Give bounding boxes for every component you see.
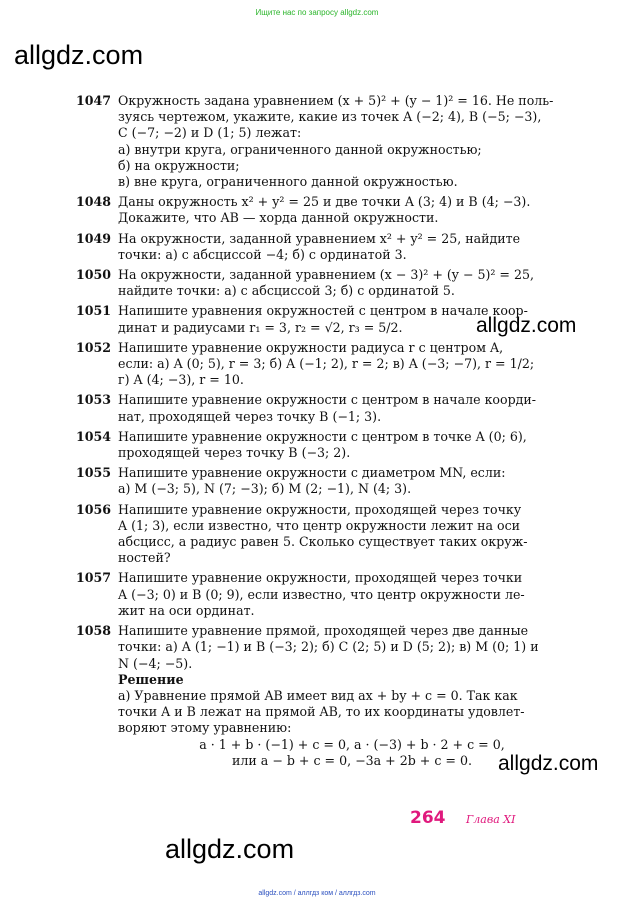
problem-list [76, 93, 586, 773]
text-line: Напишите уравнение окружности, проходящей через точку [118, 501, 522, 517]
text-line: б) на окружности; [118, 157, 240, 173]
problem-number: 1049 [76, 230, 112, 246]
text-line: C (−7; −2) и D (1; 5) лежат: [118, 125, 302, 141]
problem-number: 1050 [76, 267, 112, 283]
solution-title: Решение [118, 671, 184, 687]
problem-text [118, 194, 586, 226]
problem-1055 [76, 465, 586, 497]
problem-1056 [76, 502, 586, 567]
chapter-label: Глава XI [466, 813, 516, 826]
problem-number: 1055 [76, 465, 112, 481]
problem-1053 [76, 392, 586, 424]
text-line: г) A (4; −3), r = 10. [118, 372, 244, 388]
text-line: Напишите уравнение окружности с центром в начале коорди- [118, 392, 537, 408]
problem-text [118, 429, 586, 461]
solution-line: точки A и B лежат на прямой AB, то их координаты удовлет- [118, 704, 525, 720]
problem-number: 1051 [76, 303, 112, 319]
problem-1052 [76, 340, 586, 389]
page-number: 264 [410, 808, 446, 828]
text-line: проходящей через точку B (−3; 2). [118, 445, 351, 461]
problem-number: 1056 [76, 501, 112, 517]
problem-text [118, 502, 586, 567]
text-line: абсцисс, а радиус равен 5. Сколько существует таких окруж- [118, 534, 528, 550]
text-line: Даны окружность x² + y² = 25 и две точки A (3; 4) и B (4; −3). [118, 194, 531, 210]
problem-1057 [76, 570, 586, 619]
problem-text [118, 303, 586, 335]
problem-number: 1058 [76, 623, 112, 639]
watermark-middle-right: allgdz.com [476, 314, 577, 337]
problem-1049 [76, 231, 586, 263]
text-line: Напишите уравнение прямой, проходящей через две данные [118, 623, 529, 639]
problem-text [118, 93, 586, 190]
text-line: точки: а) с абсциссой −4; б) с ординатой 3. [118, 246, 407, 262]
problem-number: 1048 [76, 194, 112, 210]
text-line: Напишите уравнения окружностей с центром в начале коор- [118, 303, 528, 319]
problem-text [118, 623, 586, 769]
problem-1051 [76, 303, 586, 335]
text-line: Напишите уравнение окружности с центром в точке A (0; 6), [118, 428, 527, 444]
text-line: динат и радиусами r₁ = 3, r₂ = √2, r₃ = 5/2. [118, 319, 403, 335]
bottom-link[interactable]: allgdz.com / аллгдз ком / аллгдз.com [258, 890, 376, 897]
problem-number: 1054 [76, 428, 112, 444]
problem-number: 1057 [76, 570, 112, 586]
text-line: N (−4; −5). [118, 655, 193, 671]
text-line: Напишите уравнение окружности, проходящей через точки [118, 570, 523, 586]
text-line: точки: а) A (1; −1) и B (−3; 2); б) C (2; 5) и D (5; 2); в) M (0; 1) и [118, 639, 539, 655]
text-line: A (−3; 0) и B (0; 9), если известно, что центр окружности ле- [118, 586, 525, 602]
solution-line: воряют этому уравнению: [118, 720, 292, 736]
solution-line: а) Уравнение прямой AB имеет вид ax + by + c = 0. Так как [118, 687, 518, 703]
solution-equation: или a − b + c = 0, −3a + 2b + c = 0. [231, 752, 472, 768]
text-line: Докажите, что AB — хорда данной окружности. [118, 210, 439, 226]
problem-text [118, 340, 586, 389]
problem-1054 [76, 429, 586, 461]
problem-number: 1053 [76, 392, 112, 408]
problem-number: 1047 [76, 93, 112, 108]
text-line: а) M (−3; 5), N (7; −3); б) M (2; −1), N (4; 3). [118, 481, 412, 497]
watermark-top-left: allgdz.com [14, 40, 144, 70]
header-link[interactable]: Ищите нас по запросу allgdz.com [255, 8, 379, 17]
problem-1047 [76, 93, 586, 190]
problem-text [118, 570, 586, 619]
problem-number: 1052 [76, 339, 112, 355]
problem-1048 [76, 194, 586, 226]
problem-text [118, 231, 586, 263]
text-line: а) внутри круга, ограниченного данной окружностью; [118, 141, 482, 157]
text-line: жит на оси ординат. [118, 602, 255, 618]
problem-1050 [76, 267, 586, 299]
text-line: нат, проходящей через точку B (−1; 3). [118, 408, 382, 424]
text-line: найдите точки: а) с абсциссой 3; б) с ординатой 5. [118, 283, 455, 299]
text-line: зуясь чертежом, укажите, какие из точек A (−2; 4), B (−5; −3), [118, 109, 542, 125]
problem-1058 [76, 623, 586, 769]
text-line: Напишите уравнение окружности радиуса r с центром A, [118, 339, 504, 355]
text-line: Окружность задана уравнением (x + 5)² + (y − 1)² = 16. Не поль- [118, 93, 554, 108]
problem-text [118, 267, 586, 299]
text-line: На окружности, заданной уравнением x² + y² = 25, найдите [118, 230, 521, 246]
watermark-bottom: allgdz.com [165, 834, 295, 864]
text-line: ностей? [118, 550, 171, 566]
solution-equation: a · 1 + b · (−1) + c = 0, a · (−3) + b · 2 + c = 0, [199, 736, 505, 752]
text-line: в) вне круга, ограниченного данной окружностью. [118, 174, 458, 190]
text-line: если: а) A (0; 5), r = 3; б) A (−1; 2), r = 2; в) A (−3; −7), r = 1/2; [118, 356, 535, 372]
problem-text [118, 392, 586, 424]
text-line: A (1; 3), если известно, что центр окружности лежит на оси [118, 517, 521, 533]
text-line: Напишите уравнение окружности с диаметром MN, если: [118, 465, 506, 481]
text-line: На окружности, заданной уравнением (x − 3)² + (y − 5)² = 25, [118, 267, 535, 283]
watermark-lower-right: allgdz.com [498, 752, 599, 775]
problem-text [118, 465, 586, 497]
